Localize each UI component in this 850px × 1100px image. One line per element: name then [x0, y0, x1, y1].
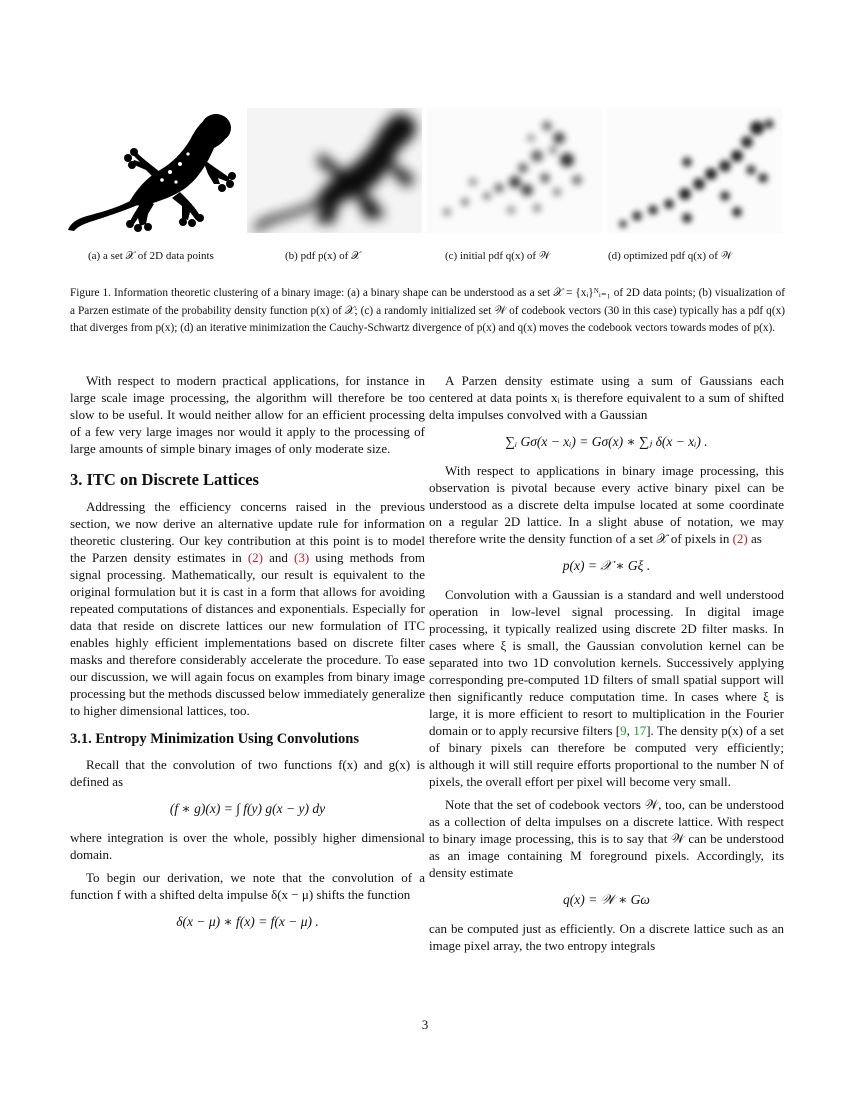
figure-1: [62, 108, 792, 233]
equation-ref-link[interactable]: (2): [732, 531, 748, 546]
figure-panel-parzen-pdf: [247, 108, 422, 233]
citation-link[interactable]: 9: [620, 723, 627, 738]
equation-density-qx: q(x) = 𝒲 ∗ Gω: [563, 892, 650, 907]
text-run: and: [263, 550, 295, 565]
figure-panel-initial-codebook-pdf: [427, 108, 602, 233]
text-run: using methods from signal processing. Mathematically, our result is equivalent to the original formulation but it is cast in a form that allows for avoiding repeated computations of distances and exponentials. Especially for data that reside on discrete lattices our new formulation of ITC enables highly efficient implementations based on discrete filter masks and therefore considerably accelerate the procedure. To ease our discussion, we will again focus on examples from binary image processing but the methods discussed below immediately generalize to higher dimensional lattices, too.: [70, 550, 426, 718]
paragraph: can be computed just as efficiently. On a discrete lattice such as an image pixel array, the two entropy integrals: [429, 921, 784, 953]
text-run: Convolution with a Gaussian is a standard and well understood operation in low-level signal processing. In digital image processing, it typically realized using discrete 2D filter masks. In cases where ξ is small, the Gaussian convolution kernel can be separated into two 1D convolution kernels. Successively applying corresponding pre-computed 1D filters of small spatial support will then significantly reduce computation time. In cases where ξ is large, it is more efficient to resort to multiplication in the Fourier domain or to apply recursive filters [: [429, 587, 784, 738]
equation-ref-link[interactable]: (3): [294, 550, 310, 565]
paragraph: A Parzen density estimate using a sum of Gaussians each centered at data points xᵢ is therefore equivalent to a sum of shifted delta impulses convolved with a Gaussian: [429, 373, 784, 422]
subsection-heading: 3.1. Entropy Minimization Using Convolutions: [70, 731, 359, 747]
text-run: ]. The density p(x) of a set of binary pixels can therefore be computed very efficiently; although it will still require efforts proportional to the number N of pixels, the overall effort per pixel will become very small.: [429, 723, 785, 789]
text-run: With respect to applications in binary image processing, this observation is pivotal because every active binary pixel can be understood as a discrete delta impulse located at some coordinate on a regular 2D lattice. In a slight abuse of notation, we may therefore write the density function of a set 𝒳 of pixels in: [429, 463, 784, 546]
equation-delta-shift: δ(x − μ) ∗ f(x) = f(x − μ) .: [176, 914, 319, 929]
equation-ref-link[interactable]: (2): [247, 550, 264, 565]
subcaption-b: (b) pdf p(x) of 𝒳: [285, 250, 361, 262]
subcaption-a: (a) a set 𝒳 of 2D data points: [88, 250, 214, 262]
figure-caption: Figure 1. Information theoretic clustering of a binary image: (a) a binary shape can be understood as a set 𝒳 = {xᵢ}ᴺᵢ₌₁ of 2D data points; (b) visualization of a Parzen estimate of the probability density function p(x) of 𝒳; (c) a randomly initialized set 𝒲 of codebook vectors (30 in this case) typically has a pdf q(x) that diverges from p(x); (d) an iterative minimization the Cauchy-Schwartz divergence of p(x) and q(x) moves the codebook vectors towards modes of p(x).: [70, 287, 785, 334]
subcaption-row: [62, 250, 792, 266]
figure-panel-optimized-codebook-pdf: [607, 108, 782, 233]
text-run: as: [747, 531, 762, 546]
paragraph: With respect to modern practical applications, for instance in large scale image processing, the algorithm will therefore be too slow to be useful. It would neither allow for an efficient processing of a few very large images nor would it apply to the processing of large amounts of simple binary images of only moderate size.: [70, 373, 425, 456]
parzen-pdf-image: [247, 108, 422, 233]
optimized-pdf-image: [607, 108, 782, 233]
gecko-binary-image: [62, 108, 237, 233]
initial-pdf-image: [427, 108, 602, 233]
section-heading: 3. ITC on Discrete Lattices: [70, 470, 259, 489]
paragraph: Note that the set of codebook vectors 𝒲, too, can be understood as a collection of delta impulses on a discrete lattice. With respect to binary image processing, this is to say that 𝒲 can be understood as an image containing M foreground pixels. Accordingly, its density estimate: [429, 797, 784, 880]
right-column: [429, 372, 784, 960]
paragraph: Recall that the convolution of two functions f(x) and g(x) is defined as: [70, 757, 425, 789]
figure-panel-binary-gecko: [62, 108, 237, 233]
paragraph: To begin our derivation, we note that the convolution of a function f with a shifted delta impulse δ(x − μ) shifts the function: [70, 870, 425, 902]
equation-density-px: p(x) = 𝒳 ∗ Gξ .: [562, 558, 651, 573]
paragraph: [429, 462, 784, 547]
text-run: ,: [626, 723, 634, 738]
page-number: 3: [421, 1017, 429, 1032]
equation-parzen-sum: ∑ᵢ Gσ(x − xᵢ) = Gσ(x) ∗ ∑ⱼ δ(x − xᵢ) .: [505, 434, 708, 449]
left-column: [70, 372, 425, 942]
paragraph: where integration is over the whole, possibly higher dimensional domain.: [70, 830, 425, 862]
subcaption-d: (d) optimized pdf q(x) of 𝒲: [608, 250, 733, 262]
paragraph: [70, 498, 425, 719]
text-run: Addressing the efficiency concerns raised in the previous section, we now derive an alternative update rule for information theoretic clustering. Our key contribution at this point is to model the Parzen density estimates in: [70, 499, 425, 565]
equation-convolution: (f ∗ g)(x) = ∫ f(y) g(x − y) dy: [169, 801, 326, 816]
paragraph: [429, 586, 784, 790]
subcaption-c: (c) initial pdf q(x) of 𝒲: [445, 250, 551, 262]
citation-link[interactable]: 17: [633, 723, 647, 738]
